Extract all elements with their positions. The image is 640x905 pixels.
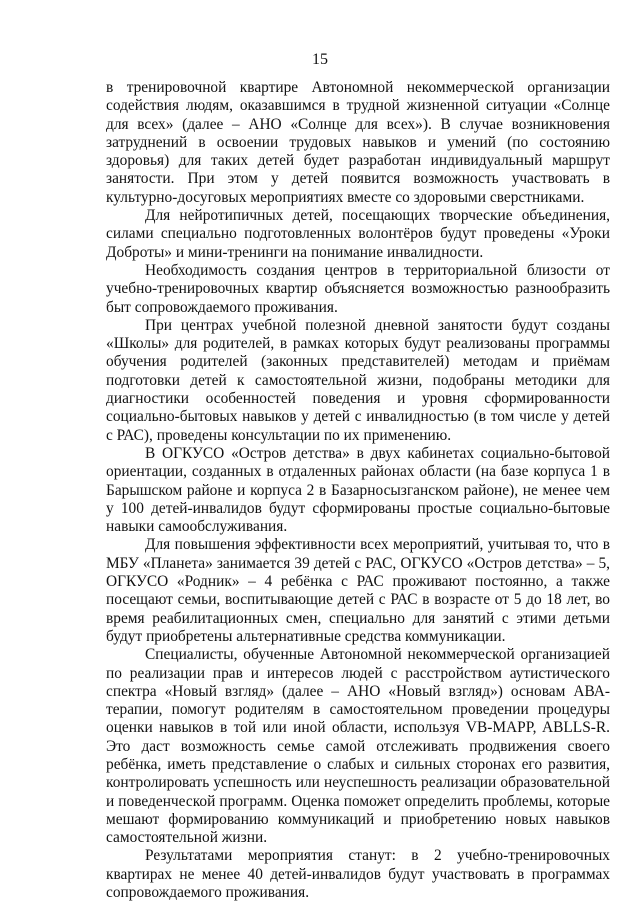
paragraph-communication-tools: Для повышения эффективности всех мероприятий, учитывая то, что в МБУ «Планета» занимается 39 детей с РАС, ОГКУСО «Остров детства» – 5, ОГКУСО «Родник» – 4 ребёнка с РАС проживают постоянно, а также посещают семьи, воспитывающие детей с РАС в возрасте от 5 до 18 лет, во время реабилитационных смен, специально для занятий с этими детьми будут приобретены альтернативные средства коммуникации. <box>106 536 610 645</box>
paragraph-aba-therapy: Специалисты, обученные Автономной некоммерческой организацией по реализации прав и интересов людей с расстройством аутистического спектра «Новый взгляд» (далее – АНО «Новый взгляд») основам АВА-терапии, помогут родителям в самостоятельном проведении процедуры оценки навыков в той или иной области, используя VB-MAPP, ABLLS-R. Это даст возможность семье самой отслеживать продвижения своего ребёнка, иметь представление о слабых и сильных сторонах его развития, контролировать успешность или неуспешность реализации образовательной и поведенческой программ. Оценка поможет определить проблемы, которые мешают формированию коммуникаций и приобретению новых навыков самостоятельной жизни. <box>106 646 610 847</box>
page-number: 15 <box>312 51 328 68</box>
paragraph-island-of-childhood: В ОГКУСО «Остров детства» в двух кабинетах социально-бытовой ориентации, созданных в отдаленных районах области (на базе корпуса 1 в Барышском районе и корпуса 2 в Базарносызганском районе), не менее чем у 100 детей-инвалидов будут сформированы простые социально-бытовые навыки самообслуживания. <box>106 444 610 536</box>
paragraph-parent-schools: При центрах учебной полезной дневной занятости будут созданы «Школы» для родителей, в рамках которых будут реализованы программы обучения родителей (законных представителей) методам и приёмам подготовки детей к самостоятельной жизни, подобраны методики для диагностики особенностей поведения и уровня сформированности социально-бытовых навыков у детей с инвалидностью (в том числе у детей с РАС), проведены консультации по их применению. <box>106 316 610 444</box>
paragraph-continuation: в тренировочной квартире Автономной некоммерческой организации содействия людям, оказавшимся в трудной жизненной ситуации «Солнце для всех» (далее – АНО «Солнце для всех»). В случае возникновения затруднений в освоении трудовых навыков и умений (по состоянию здоровья) для таких детей будет разработан индивидуальный маршрут занятости. При этом у детей появится возможность участвовать в культурно-досуговых мероприятиях вместе со здоровыми сверстниками. <box>106 79 610 206</box>
paragraph-results: Результатами мероприятия станут: в 2 учебно-тренировочных квартирах не менее 40 детей-инвалидов будут участвовать в программах сопровождаемого проживания. <box>106 847 610 902</box>
paragraph-centers-proximity: Необходимость создания центров в территориальной близости от учебно-тренировочных квартир объясняется возможностью разнообразить быт сопровождаемого проживания. <box>106 261 610 316</box>
document-body <box>106 79 610 902</box>
paragraph-kindness-lessons: Для нейротипичных детей, посещающих творческие объединения, силами специально подготовленных волонтёров будут проведены «Уроки Доброты» и мини-тренинги на понимание инвалидности. <box>106 207 610 261</box>
